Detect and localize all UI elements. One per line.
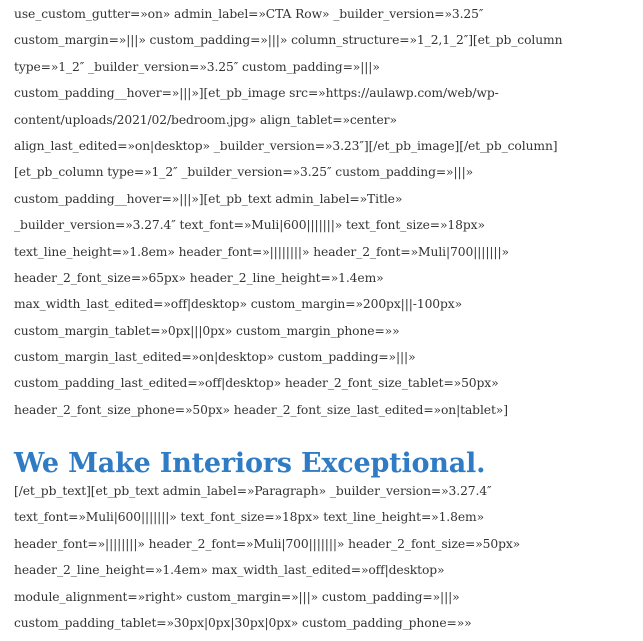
shortcode-paragraph-bottom	[14, 478, 520, 636]
text-line: custom_padding__hover=»|||»][et_pb_image src=»https://aulawp.com/web/wp-	[14, 86, 499, 101]
text-line: header_2_line_height=»1.4em» max_width_last_edited=»off|desktop»	[14, 563, 445, 578]
text-line: align_last_edited=»on|desktop» _builder_version=»3.23″][/et_pb_image][/et_pb_column]	[14, 138, 558, 153]
text-line: custom_margin_tablet=»0px|||0px» custom_margin_phone=»»	[14, 323, 400, 338]
shortcode-paragraph-top	[14, 1, 562, 423]
text-line: use_custom_gutter=»on» admin_label=»CTA Row» _builder_version=»3.25″	[14, 7, 484, 21]
text-line: max_width_last_edited=»off|desktop» custom_margin=»200px|||-100px»	[14, 297, 463, 312]
text-line: header_2_font_size=»65px» header_2_line_height=»1.4em»	[14, 270, 384, 285]
text-line: header_font=»||||||||» header_2_font=»Muli|700|||||||» header_2_font_size=»50px»	[14, 536, 521, 551]
text-line: content/uploads/2021/02/bedroom.jpg» align_tablet=»center»	[14, 112, 397, 127]
text-line: custom_padding_tablet=»30px|0px|30px|0px» custom_padding_phone=»»	[14, 615, 472, 630]
text-line: custom_margin=»|||» custom_padding=»|||» column_structure=»1_2,1_2″][et_pb_column	[14, 33, 563, 48]
text-line: _builder_version=»3.27.4″ text_font=»Muli|600|||||||» text_font_size=»18px»	[14, 218, 485, 233]
text-line: [et_pb_column type=»1_2″ _builder_version=»3.25″ custom_padding=»|||»	[14, 165, 474, 180]
text-line: custom_margin_last_edited=»on|desktop» custom_padding=»|||»	[14, 350, 416, 365]
text-line: custom_padding__hover=»|||»][et_pb_text admin_label=»Title»	[14, 191, 403, 206]
text-line: custom_padding_last_edited=»off|desktop» header_2_font_size_tablet=»50px»	[14, 376, 499, 391]
text-line: module_alignment=»right» custom_margin=»|||» custom_padding=»|||»	[14, 589, 460, 604]
text-line: header_2_font_size_phone=»50px» header_2_font_size_last_edited=»on|tablet»]	[14, 402, 508, 417]
text-line: text_line_height=»1.8em» header_font=»||||||||» header_2_font=»Muli|700|||||||»	[14, 244, 509, 259]
headline: We Make Interiors Exceptional.	[14, 448, 486, 480]
text-line: type=»1_2″ _builder_version=»3.25″ custom_padding=»|||»	[14, 59, 380, 74]
text-line: [/et_pb_text][et_pb_text admin_label=»Paragraph» _builder_version=»3.27.4″	[14, 484, 492, 498]
text-line: text_font=»Muli|600|||||||» text_font_size=»18px» text_line_height=»1.8em»	[14, 510, 484, 525]
